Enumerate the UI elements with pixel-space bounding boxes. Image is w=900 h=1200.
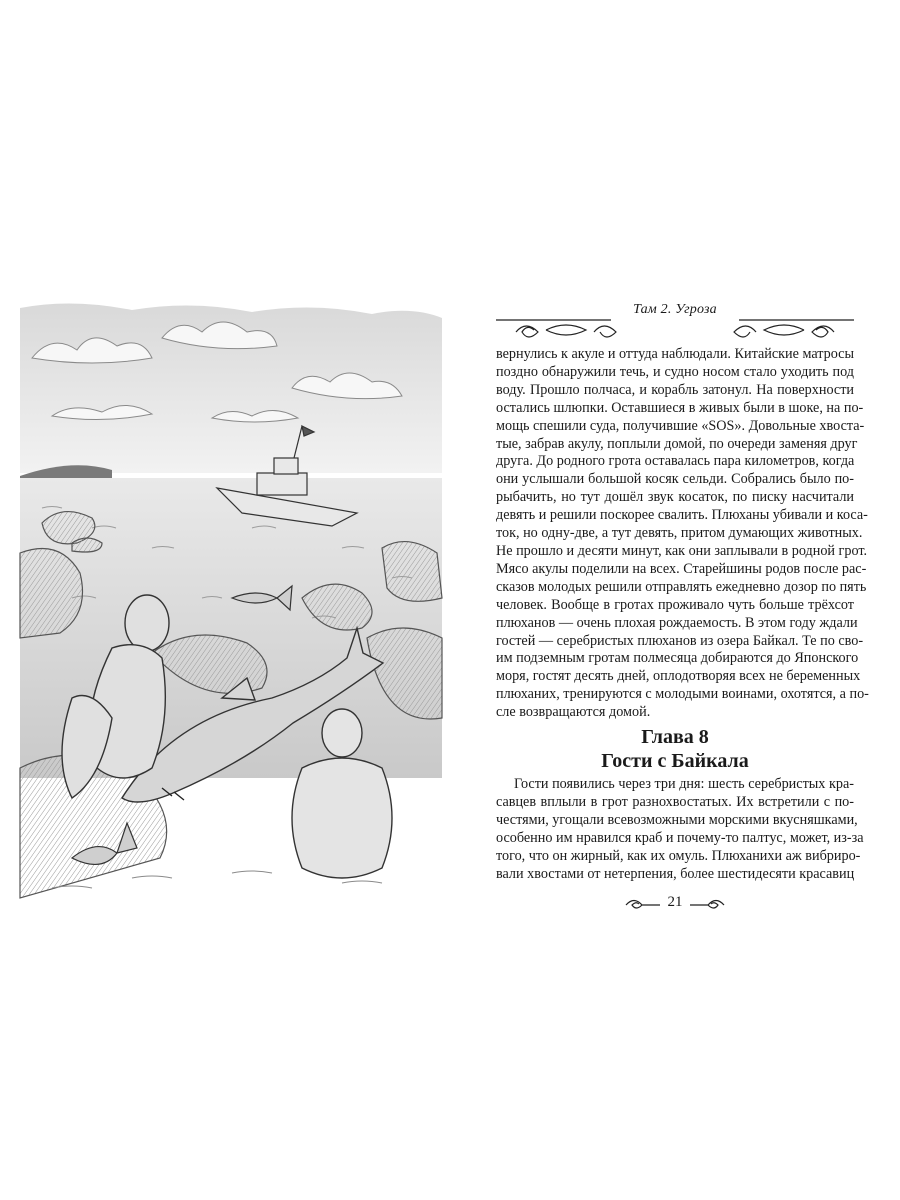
running-head-title: Там 2. Угроза: [633, 302, 717, 317]
text-line: Мясо акулы поделили на всех. Старейшины родов после рас-: [496, 560, 867, 577]
text-line: они услышали большой косяк сельди. Собрались было по-: [496, 471, 854, 488]
chapter-title: Гости с Байкала: [601, 750, 749, 772]
text-line: остались шлюпки. Оставшиеся в живых были в шоке, на по-: [496, 399, 864, 416]
text-line: мощь спешили суда, получившие «SOS». Довольные хвоста-: [496, 417, 865, 434]
text-line: гостей — серебристых плюханов из озера Байкал. Те по сво-: [496, 632, 864, 649]
text-line: вали хвостами от нетерпения, более шестидесяти красавиц: [496, 865, 855, 882]
text-line: того, что он жирный, как их омуль. Плюханихи аж вибриро-: [496, 847, 861, 864]
ornament-divider-icon: [496, 314, 854, 344]
chapter-heading: [496, 725, 854, 773]
text-line: человек. Вообще в гротах проживало чуть больше трёхсот: [496, 596, 854, 613]
text-line: тые, забрав акулу, поплыли домой, по очереди заменяя друг: [496, 435, 858, 452]
right-flourish-icon: [688, 896, 726, 914]
paragraph: [496, 346, 869, 722]
text-line: сказов молодых решили отправлять ежедневно дозор по пять: [496, 578, 867, 595]
illustration: [12, 298, 448, 908]
text-line: воду. Прошло полчаса, и корабль затонул. На поверхности: [496, 381, 854, 398]
text-line: рыбачить, но тут дошёл звук косаток, по писку насчитали: [496, 489, 854, 506]
text-line: плюханих, тренируются с молодыми воинами, охотятся, а по-: [496, 686, 869, 703]
text-line: моря, гостят десять дней, оплодотворяя всех не беременных: [496, 668, 861, 685]
text-line: вернулись к акуле и оттуда наблюдали. Китайские матросы: [496, 346, 855, 362]
chapter-number: Глава 8: [641, 726, 709, 748]
text-line: Не прошло и десяти минут, как они заплывали в родной грот.: [496, 542, 868, 559]
paragraph: [496, 776, 864, 883]
page-footer: [496, 892, 854, 916]
text-line: савцев вплыли в грот разнохвостатых. Их встретили с по-: [496, 793, 854, 810]
text-line: особенно им нравился краб и почему-то палтус, может, из-за: [496, 829, 864, 846]
text-line: друга. До родного грота оставалась пара километров, когда: [496, 453, 855, 470]
text-page: [496, 298, 869, 918]
text-line: Гости появились через три дня: шесть серебристых кра-: [514, 776, 854, 792]
text-line: девять и решили поскорее свалить. Плюханы убивали и коса-: [496, 507, 868, 524]
text-line: им подземным гротам полмесяца добираются до Японского: [496, 650, 859, 667]
text-line: ток, но одну-две, а тут девять, притом думающих животных.: [496, 525, 863, 542]
running-head: [496, 298, 854, 344]
text-line: честями, угощали всевозможными морскими вкусняшками,: [496, 811, 858, 828]
text-line: плюханов — очень плохая рождаемость. В этом году ждали: [496, 614, 858, 631]
sea-scene-illustration-icon: [12, 298, 448, 908]
text-line: сле возвращаются домой.: [496, 704, 651, 721]
text-line: поздно обнаружили течь, и судно носом стало уходить под: [496, 363, 854, 380]
page-number: 21: [667, 894, 683, 910]
